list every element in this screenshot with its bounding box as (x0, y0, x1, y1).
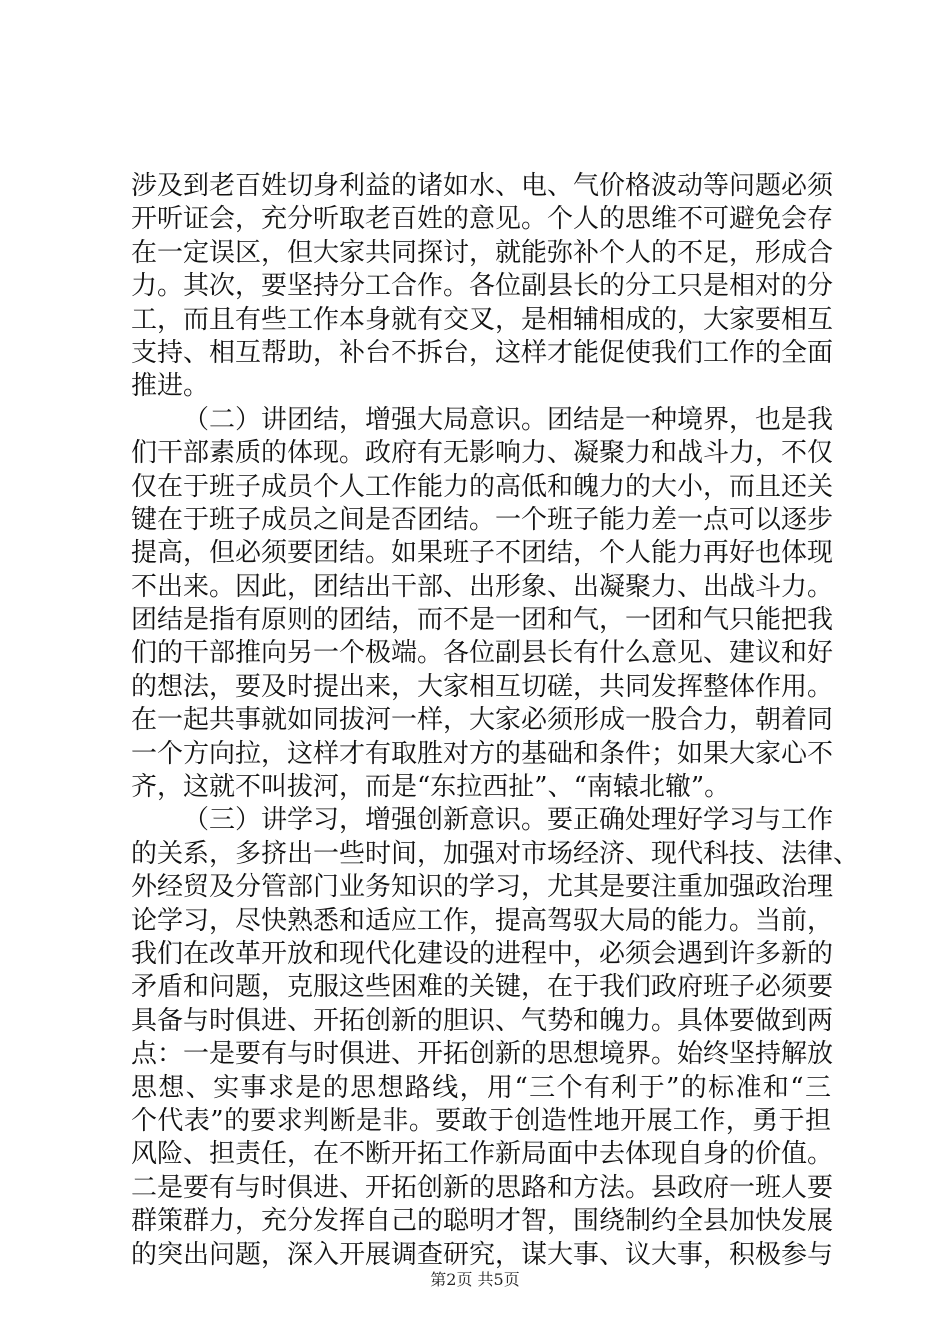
text-line: 不出来。因此，团结出干部、出形象、出凝聚力、出战斗力。 (131, 571, 834, 602)
text-line: 矛盾和问题，克服这些困难的关键，在于我们政府班子必须要 (131, 972, 834, 1003)
text-line: 支持、相互帮助，补台不拆台，这样才能促使我们工作的全面 (131, 337, 834, 368)
text-line: 一个方向拉，这样才有取胜对方的基础和条件；如果大家心不 (131, 738, 834, 769)
text-line: 在一定误区，但大家共同探讨，就能弥补个人的不足，形成合 (131, 237, 834, 268)
text-line: 思想、实事求是的思想路线，用“三个有利于”的标准和“三 (131, 1072, 831, 1103)
text-line: 齐，这就不叫拔河，而是“东拉西扯”、“南辕北辙”。 (131, 772, 731, 803)
text-line: 们的干部推向另一个极端。各位副县长有什么意见、建议和好 (131, 638, 834, 669)
text-line: 的突出问题，深入开展调查研究，谋大事、议大事，积极参与 (131, 1239, 834, 1270)
text-line: 二是要有与时俱进、开拓创新的思路和方法。县政府一班人要 (131, 1172, 834, 1203)
text-line: 论学习，尽快熟悉和适应工作，提高驾驭大局的能力。当前， (131, 905, 834, 936)
text-line: 提高，但必须要团结。如果班子不团结，个人能力再好也体现 (131, 538, 834, 569)
text-line: 的关系，多挤出一些时间，加强对市场经济、现代科技、法律、 (131, 838, 860, 869)
document-body (131, 170, 860, 1272)
text-line: 推进。 (131, 371, 210, 402)
text-line: 群策群力，充分发挥自己的聪明才智，围绕制约全县加快发展 (131, 1206, 834, 1237)
text-line: 仅在于班子成员个人工作能力的高低和魄力的大小，而且还关 (131, 471, 834, 502)
text-line: 键在于班子成员之间是否团结。一个班子能力差一点可以逐步 (131, 504, 834, 535)
text-line: 们干部素质的体现。政府有无影响力、凝聚力和战斗力，不仅 (131, 438, 834, 469)
text-line: 点：一是要有与时俱进、开拓创新的思想境界。始终坚持解放 (131, 1039, 834, 1070)
text-line: 外经贸及分管部门业务知识的学习，尤其是要注重加强政治理 (131, 872, 834, 903)
text-line: 风险、担责任，在不断开拓工作新局面中去体现自身的价值。 (131, 1139, 834, 1170)
page-number-footer: 第2页 共5页 (430, 1270, 520, 1289)
section-heading-line: （二）讲团结，增强大局意识。团结是一种境界，也是我 (183, 404, 834, 435)
text-line: 团结是指有原则的团结，而不是一团和气，一团和气只能把我 (131, 605, 834, 636)
text-line: 的想法，要及时提出来，大家相互切磋，共同发挥整体作用。 (131, 671, 834, 702)
text-line: 力。其次，要坚持分工合作。各位副县长的分工只是相对的分 (131, 271, 834, 302)
text-line: 开听证会，充分听取老百姓的意见。个人的思维不可避免会存 (131, 204, 834, 235)
text-line: 在一起共事就如同拔河一样，大家必须形成一股合力，朝着同 (131, 705, 834, 736)
text-line: 我们在改革开放和现代化建设的进程中，必须会遇到许多新的 (131, 938, 834, 969)
text-line: 工，而且有些工作本身就有交叉，是相辅相成的，大家要相互 (131, 304, 834, 335)
text-line: 涉及到老百姓切身利益的诸如水、电、气价格波动等问题必须 (131, 171, 834, 201)
section-heading-line: （三）讲学习，增强创新意识。要正确处理好学习与工作 (183, 805, 834, 836)
text-line: 个代表”的要求判断是非。要敢于创造性地开展工作，勇于担 (131, 1105, 831, 1136)
text-line: 具备与时俱进、开拓创新的胆识、气势和魄力。具体要做到两 (131, 1005, 834, 1036)
